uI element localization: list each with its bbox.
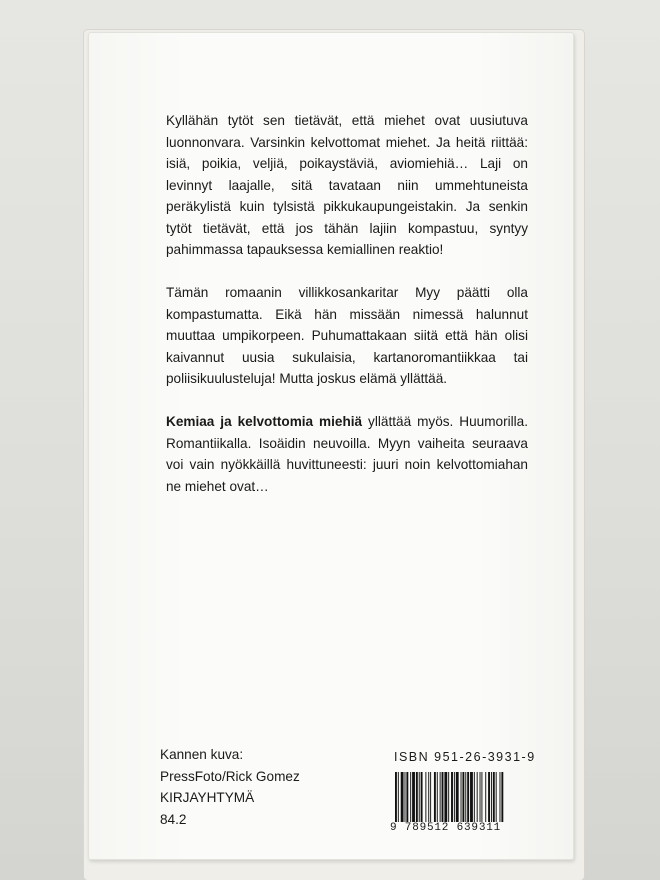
barcode-bar [416, 772, 418, 822]
barcode-bar [454, 772, 455, 822]
barcode-bar [421, 772, 423, 822]
barcode-bar [461, 772, 462, 822]
barcode-bar [500, 772, 501, 822]
barcode-bar [493, 772, 495, 822]
library-classification: 84.2 [160, 811, 187, 827]
publisher-name: KIRJAYHTYMÄ [160, 790, 255, 805]
barcode-bar [434, 772, 436, 822]
barcode-bar [437, 772, 438, 822]
barcode-bar [405, 772, 406, 822]
barcode-bar [401, 772, 404, 822]
cover-photo-label: Kannen kuva: [160, 747, 244, 762]
barcode-bar [410, 772, 411, 822]
barcode-bar [398, 772, 399, 822]
barcode-bar [462, 772, 464, 822]
barcode-bar [485, 772, 486, 822]
barcode-bar [496, 772, 497, 822]
barcode-bar [428, 772, 429, 822]
barcode-bar [467, 772, 469, 822]
barcode-bar [444, 772, 447, 822]
barcode-bar [448, 772, 449, 822]
barcode-bar [491, 772, 492, 822]
barcode-bar [440, 772, 441, 822]
blurb-paragraph-1: Kyllähän tytöt sen tietävät, että miehet ovat uusiutuva luonnonvara. Varsinkin kelvottomat miehet. Ja heitä riittää: isiä, poikia, veljiä, poikaystäviä, aviomiehiä… Laji on levinnyt laajalle, sitä tavataan niin ummehtuneista peräkylistä kuin tylsistä pikkukaupungeistakin. Ja senkin tytöt tietävät, että jos tähän lajiin kompastuu, syntyy pahimmassa tapauksessa kemiallinen reaktio! [166, 113, 528, 257]
barcode-bar [481, 772, 482, 822]
barcode-bar [456, 772, 459, 822]
barcode-bar [488, 772, 490, 822]
blurb-paragraph-2: Tämän romaanin villikkosankaritar Myy päätti olla kompastumatta. Eikä hän missään nimessä halunnut muuttaa umpikorpeen. Puhumattakaan siitä että hän olisi kaivannut uusia sukulaisia, kartanoromantiikkaa tai poliisikuulusteluja! Mutta joskus elämä yllättää. [166, 285, 528, 386]
barcode-bar [465, 772, 466, 822]
barcode-bar [425, 772, 426, 822]
barcode-bar [442, 772, 444, 822]
ean-digits: 9 789512 639311 [390, 822, 502, 834]
barcode-bar [406, 772, 408, 822]
barcode-bar [430, 772, 431, 822]
isbn-barcode [394, 772, 526, 822]
book-title: Kemiaa ja kelvottomia miehiä [166, 414, 363, 429]
barcode-bar [501, 772, 503, 822]
blurb-paragraph-3 [166, 411, 528, 497]
barcode-bar [451, 772, 453, 822]
cover-credits [160, 744, 300, 830]
back-cover-blurb [166, 110, 528, 519]
barcode-bar [474, 772, 475, 822]
barcode-bar [395, 772, 397, 822]
barcode-bar [470, 772, 473, 822]
photographer-credit: PressFoto/Rick Gomez [160, 768, 300, 784]
barcode-bar [412, 772, 415, 822]
barcode-bar [419, 772, 420, 822]
blurb-paragraph-3-text: yllättää myös. Huumorilla. Romantiikalla. Isoäidin neuvoilla. Myyn vaiheita seuraava voi vain nyökkäillä huvittuneesti: juuri noin kelvottomiahan ne miehet ovat… [166, 414, 529, 494]
isbn-number: ISBN 951-26-3931-9 [394, 750, 536, 764]
barcode-bar [480, 772, 481, 822]
barcode-bar [477, 772, 478, 822]
